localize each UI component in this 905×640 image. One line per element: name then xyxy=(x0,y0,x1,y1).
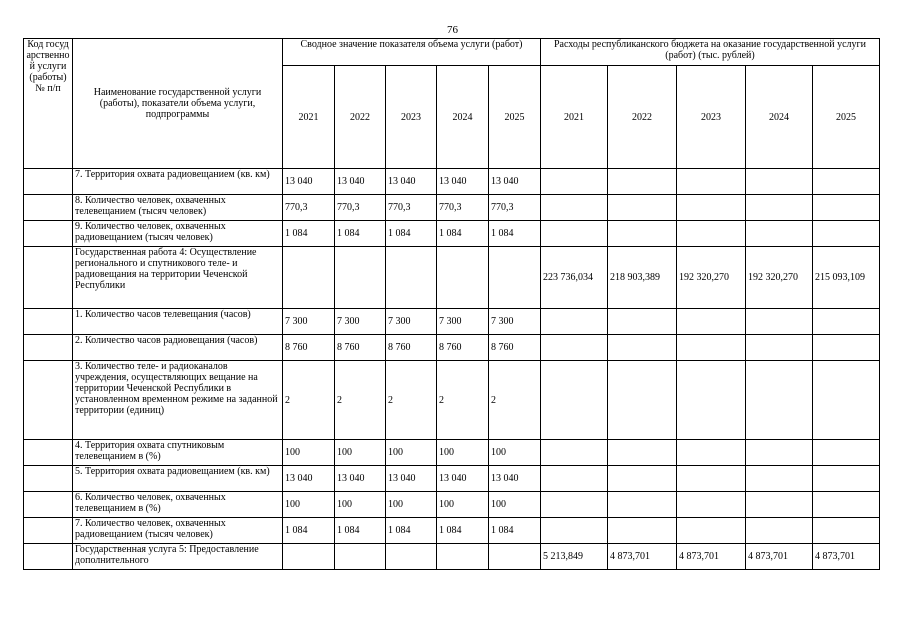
code-cell xyxy=(24,361,73,440)
budget-cell xyxy=(608,335,677,361)
volume-cell: 8 760 xyxy=(335,335,386,361)
budget-cell xyxy=(677,440,746,466)
table-row xyxy=(24,195,880,221)
volume-cell: 770,3 xyxy=(335,195,386,221)
budget-cell: 4 873,701 xyxy=(813,544,880,570)
row-name: 3. Количество теле- и радиоканалов учреждения, осуществляющих вещание на территории Чеченской Республики в установленном временном режиме на заданной территории (единиц) xyxy=(73,361,283,440)
volume-cell: 13 040 xyxy=(386,466,437,492)
volume-cell: 7 300 xyxy=(437,309,489,335)
budget-cell xyxy=(677,492,746,518)
volume-cell: 770,3 xyxy=(283,195,335,221)
row-name: 2. Количество часов радиовещания (часов) xyxy=(73,335,283,361)
volume-cell: 1 084 xyxy=(283,518,335,544)
budget-cell xyxy=(813,440,880,466)
budget-cell xyxy=(677,518,746,544)
budget-cell: 215 093,109 xyxy=(813,247,880,309)
budget-cell xyxy=(746,169,813,195)
volume-cell: 13 040 xyxy=(335,169,386,195)
table-row xyxy=(24,309,880,335)
budget-cell xyxy=(541,335,608,361)
row-name: 6. Количество человек, охваченных телевещанием в (%) xyxy=(73,492,283,518)
code-cell xyxy=(24,544,73,570)
volume-cell: 13 040 xyxy=(489,466,541,492)
code-cell xyxy=(24,492,73,518)
volume-cell: 1 084 xyxy=(386,221,437,247)
volume-cell: 100 xyxy=(489,492,541,518)
budget-year-header: 2022 xyxy=(608,66,677,169)
row-name: 1. Количество часов телевещания (часов) xyxy=(73,309,283,335)
budget-cell xyxy=(813,169,880,195)
budget-cell: 5 213,849 xyxy=(541,544,608,570)
volume-cell: 7 300 xyxy=(386,309,437,335)
table-row xyxy=(24,518,880,544)
volume-cell xyxy=(335,544,386,570)
table-row xyxy=(24,247,880,309)
volume-cell: 13 040 xyxy=(489,169,541,195)
budget-cell xyxy=(541,466,608,492)
budget-cell xyxy=(677,335,746,361)
budget-cell xyxy=(813,518,880,544)
budget-year-header: 2024 xyxy=(746,66,813,169)
code-cell xyxy=(24,221,73,247)
row-name: 9. Количество человек, охваченных радиовещанием (тысяч человек) xyxy=(73,221,283,247)
volume-cell: 1 084 xyxy=(386,518,437,544)
volume-cell: 1 084 xyxy=(437,518,489,544)
row-name: Государственная работа 4: Осуществление регионального и спутникового теле- и радиовещания на территории Чеченской Республики xyxy=(73,247,283,309)
budget-cell: 192 320,270 xyxy=(746,247,813,309)
volume-cell: 8 760 xyxy=(437,335,489,361)
budget-cell xyxy=(813,221,880,247)
budget-year-header: 2025 xyxy=(813,66,880,169)
volume-year-header: 2021 xyxy=(283,66,335,169)
volume-cell: 7 300 xyxy=(489,309,541,335)
volume-year-header: 2023 xyxy=(386,66,437,169)
volume-cell xyxy=(335,247,386,309)
budget-cell: 223 736,034 xyxy=(541,247,608,309)
budget-cell: 4 873,701 xyxy=(677,544,746,570)
table-row xyxy=(24,544,880,570)
code-cell xyxy=(24,169,73,195)
budget-cell xyxy=(677,361,746,440)
budget-cell xyxy=(541,440,608,466)
table-row xyxy=(24,440,880,466)
budget-cell xyxy=(813,195,880,221)
table-row xyxy=(24,466,880,492)
budget-cell xyxy=(746,221,813,247)
budget-cell xyxy=(746,309,813,335)
budget-table xyxy=(23,38,880,570)
volume-cell: 2 xyxy=(489,361,541,440)
volume-cell: 8 760 xyxy=(489,335,541,361)
volume-cell xyxy=(437,544,489,570)
volume-cell xyxy=(386,247,437,309)
volume-cell: 100 xyxy=(335,492,386,518)
budget-cell: 4 873,701 xyxy=(608,544,677,570)
code-cell xyxy=(24,440,73,466)
code-cell xyxy=(24,466,73,492)
budget-cell xyxy=(746,492,813,518)
volume-cell: 100 xyxy=(386,492,437,518)
budget-cell xyxy=(677,169,746,195)
budget-cell xyxy=(677,466,746,492)
budget-cell xyxy=(608,466,677,492)
budget-cell xyxy=(541,309,608,335)
volume-cell: 8 760 xyxy=(283,335,335,361)
budget-cell xyxy=(813,492,880,518)
code-cell xyxy=(24,309,73,335)
budget-cell xyxy=(541,361,608,440)
table-row xyxy=(24,335,880,361)
budget-cell xyxy=(608,440,677,466)
budget-year-header: 2021 xyxy=(541,66,608,169)
budget-cell xyxy=(677,195,746,221)
budget-cell xyxy=(746,440,813,466)
table-body xyxy=(24,169,880,570)
volume-cell: 1 084 xyxy=(283,221,335,247)
row-name: 8. Количество человек, охваченных телевещанием (тысяч человек) xyxy=(73,195,283,221)
row-name: 5. Территория охвата радиовещанием (кв. км) xyxy=(73,466,283,492)
budget-cell xyxy=(541,221,608,247)
volume-cell: 13 040 xyxy=(386,169,437,195)
budget-cell xyxy=(677,309,746,335)
volume-cell: 13 040 xyxy=(283,466,335,492)
volume-cell xyxy=(489,247,541,309)
code-cell xyxy=(24,195,73,221)
volume-cell: 13 040 xyxy=(283,169,335,195)
budget-cell: 4 873,701 xyxy=(746,544,813,570)
volume-cell: 2 xyxy=(283,361,335,440)
volume-cell: 2 xyxy=(386,361,437,440)
name-header: Наименование государственной услуги (работы), показатели объема услуги, подпрограммы xyxy=(73,39,283,169)
volume-cell xyxy=(283,544,335,570)
budget-cell xyxy=(677,221,746,247)
budget-cell: 192 320,270 xyxy=(677,247,746,309)
budget-cell xyxy=(813,466,880,492)
volume-cell: 100 xyxy=(437,492,489,518)
budget-cell xyxy=(608,492,677,518)
volume-cell: 1 084 xyxy=(489,221,541,247)
volume-year-header: 2025 xyxy=(489,66,541,169)
volume-cell: 100 xyxy=(335,440,386,466)
volume-cell: 100 xyxy=(489,440,541,466)
budget-cell xyxy=(746,335,813,361)
volume-year-header: 2024 xyxy=(437,66,489,169)
budget-group-header: Расходы республиканского бюджета на оказание государственной услуги (работ) (тыс. рублей) xyxy=(541,39,880,66)
budget-cell xyxy=(608,518,677,544)
code-cell xyxy=(24,335,73,361)
volume-cell: 100 xyxy=(437,440,489,466)
volume-cell: 1 084 xyxy=(335,221,386,247)
volume-cell: 13 040 xyxy=(335,466,386,492)
budget-cell xyxy=(608,309,677,335)
volume-cell: 1 084 xyxy=(489,518,541,544)
row-name: 4. Территория охвата спутниковым телевещанием в (%) xyxy=(73,440,283,466)
table-row xyxy=(24,169,880,195)
volume-cell: 13 040 xyxy=(437,169,489,195)
table-row xyxy=(24,221,880,247)
budget-cell xyxy=(608,221,677,247)
budget-year-header: 2023 xyxy=(677,66,746,169)
volume-cell: 8 760 xyxy=(386,335,437,361)
budget-cell xyxy=(813,309,880,335)
table-row xyxy=(24,361,880,440)
table-row xyxy=(24,492,880,518)
row-name: Государственная услуга 5: Предоставление дополнительного xyxy=(73,544,283,570)
budget-cell xyxy=(746,361,813,440)
volume-cell: 100 xyxy=(386,440,437,466)
budget-cell xyxy=(813,335,880,361)
budget-cell: 218 903,389 xyxy=(608,247,677,309)
volume-cell: 1 084 xyxy=(335,518,386,544)
row-name: 7. Территория охвата радиовещанием (кв. км) xyxy=(73,169,283,195)
budget-cell xyxy=(608,361,677,440)
volume-cell: 770,3 xyxy=(437,195,489,221)
volume-cell: 2 xyxy=(437,361,489,440)
budget-cell xyxy=(541,195,608,221)
budget-cell xyxy=(813,361,880,440)
volume-cell: 13 040 xyxy=(437,466,489,492)
code-header: Код государственной услуги (работы) № п/п xyxy=(24,39,73,169)
budget-cell xyxy=(608,169,677,195)
volume-cell: 770,3 xyxy=(386,195,437,221)
volume-cell xyxy=(386,544,437,570)
volume-cell: 7 300 xyxy=(335,309,386,335)
volume-cell xyxy=(489,544,541,570)
volume-cell: 100 xyxy=(283,440,335,466)
budget-cell xyxy=(541,169,608,195)
budget-cell xyxy=(746,466,813,492)
volume-cell: 2 xyxy=(335,361,386,440)
code-cell xyxy=(24,247,73,309)
budget-cell xyxy=(746,518,813,544)
budget-cell xyxy=(541,492,608,518)
volume-cell xyxy=(283,247,335,309)
page-number: 76 xyxy=(447,24,458,36)
row-name: 7. Количество человек, охваченных радиовещанием (тысяч человек) xyxy=(73,518,283,544)
budget-cell xyxy=(746,195,813,221)
volume-cell: 770,3 xyxy=(489,195,541,221)
budget-cell xyxy=(541,518,608,544)
code-cell xyxy=(24,518,73,544)
volume-group-header: Сводное значение показателя объема услуги (работ) xyxy=(283,39,541,66)
volume-cell: 100 xyxy=(283,492,335,518)
budget-cell xyxy=(608,195,677,221)
volume-cell: 7 300 xyxy=(283,309,335,335)
volume-year-header: 2022 xyxy=(335,66,386,169)
volume-cell: 1 084 xyxy=(437,221,489,247)
volume-cell xyxy=(437,247,489,309)
